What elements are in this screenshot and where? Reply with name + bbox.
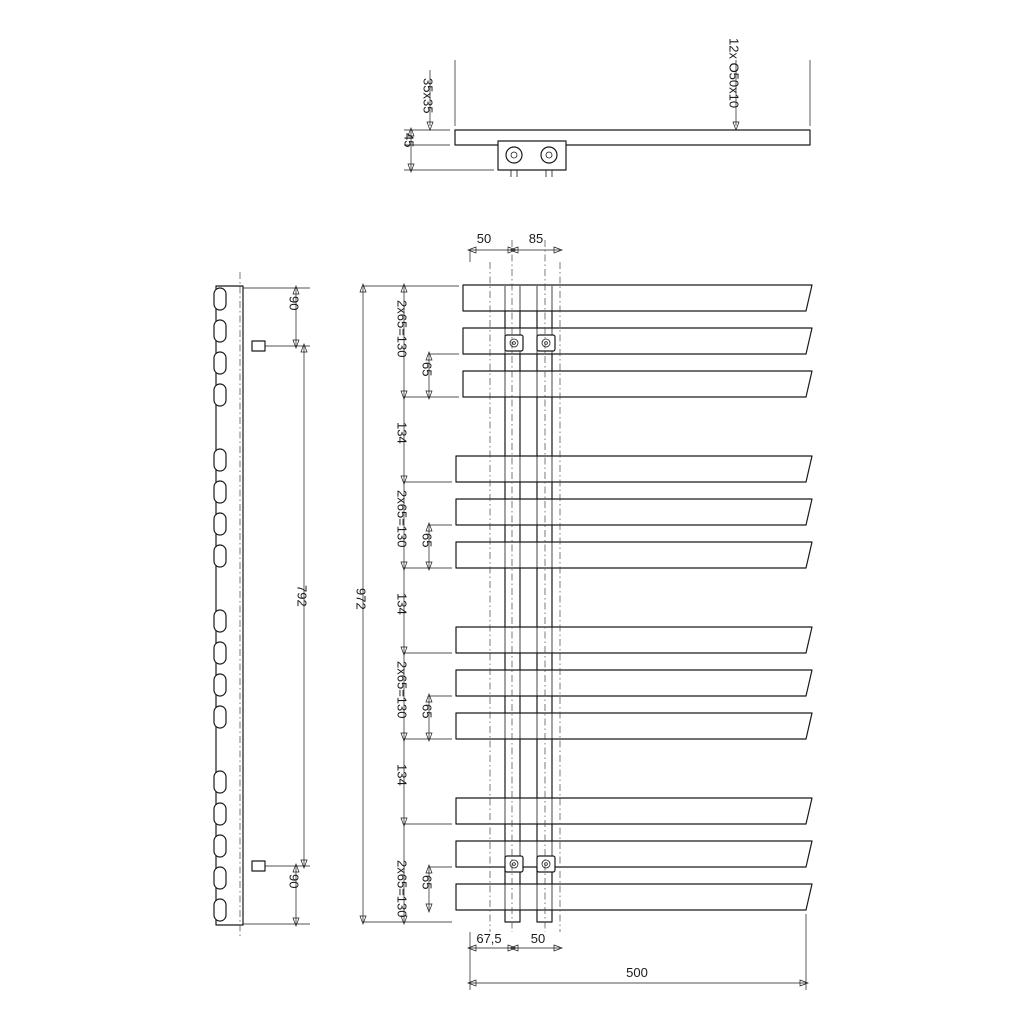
dim-front-134-2: 134 bbox=[394, 593, 410, 615]
dim-front-65-2: 65 bbox=[419, 533, 435, 548]
dim-front-group-1: 2x65=130 bbox=[394, 300, 410, 358]
dim-front-134-3: 134 bbox=[394, 764, 410, 786]
dim-front-972: 972 bbox=[353, 588, 369, 610]
dim-front-65-3: 65 bbox=[419, 704, 435, 719]
dim-front-67-5: 67,5 bbox=[476, 931, 502, 946]
dim-front-65-4: 65 bbox=[419, 875, 435, 890]
side-view bbox=[214, 272, 310, 938]
dim-side-90-bottom: 90 bbox=[286, 874, 302, 889]
dim-front-500: 500 bbox=[626, 965, 648, 980]
dim-45: 45 bbox=[401, 133, 417, 148]
front-view bbox=[354, 231, 813, 990]
top-view bbox=[402, 38, 811, 177]
dim-front-134-1: 134 bbox=[394, 422, 410, 444]
dim-front-85-top: 85 bbox=[528, 231, 544, 246]
dim-side-792: 792 bbox=[294, 585, 310, 607]
dim-front-65-1: 65 bbox=[419, 362, 435, 377]
dim-front-group-2: 2x65=130 bbox=[394, 490, 410, 548]
dim-12x050x10: 12x O50x10 bbox=[726, 38, 742, 109]
dim-35x35: 35x35 bbox=[420, 78, 436, 114]
dim-front-group-3: 2x65=130 bbox=[394, 661, 410, 719]
dim-side-90-top: 90 bbox=[286, 296, 302, 311]
dim-front-50-top: 50 bbox=[476, 231, 492, 246]
dim-front-group-4: 2x65=130 bbox=[394, 860, 410, 918]
dim-front-50-bottom: 50 bbox=[530, 931, 546, 946]
